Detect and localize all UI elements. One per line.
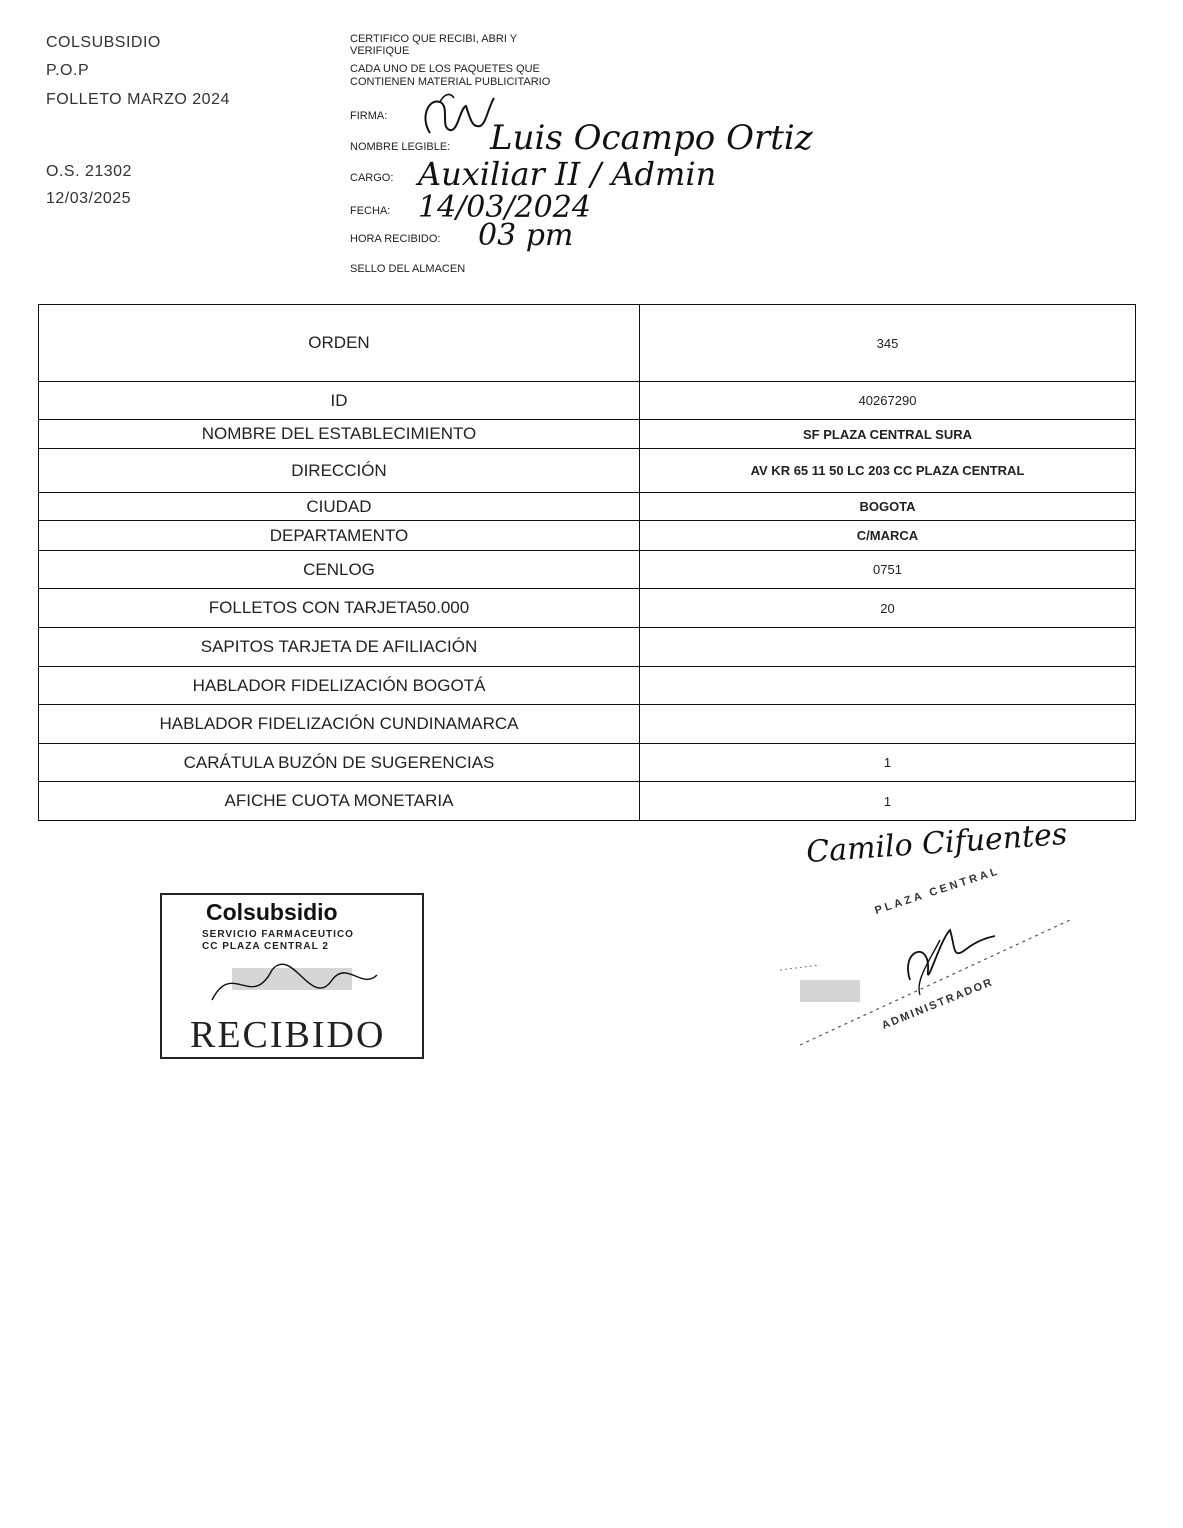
table-row (39, 521, 1136, 551)
row-value: 1 (640, 782, 1136, 821)
service-order: O.S. 21302 (46, 163, 132, 180)
handwritten-name: Camilo Cifuentes (805, 816, 1069, 871)
legible-name-value: Luis Ocampo Ortiz (490, 118, 813, 158)
row-label: CIUDAD (39, 493, 640, 521)
stamp-date-smudge (202, 950, 382, 1020)
stamp-brand-logo: Colsubsidio (206, 899, 338, 925)
table-row (39, 667, 1136, 705)
table-row (39, 449, 1136, 493)
order-table (38, 304, 1136, 821)
campaign-title: FOLLETO MARZO 2024 (46, 91, 230, 108)
document-date: 12/03/2025 (46, 190, 132, 207)
table-row (39, 382, 1136, 420)
position-value: Auxiliar II / Admin (418, 155, 717, 193)
time-label: HORA RECIBIDO: (350, 233, 441, 245)
cert-line-1: CERTIFICO QUE RECIBI, ABRI Y (350, 33, 518, 45)
row-value (640, 667, 1136, 705)
table-row (39, 589, 1136, 628)
row-value: 0751 (640, 551, 1136, 589)
row-value: 1 (640, 744, 1136, 782)
row-label: CENLOG (39, 551, 640, 589)
stamp-line-2: CC PLAZA CENTRAL 2 (202, 941, 329, 952)
date-label: FECHA: (350, 205, 391, 217)
table-row (39, 493, 1136, 521)
time-value: 03 pm (478, 218, 574, 253)
cert-line-2: VERIFIQUE (350, 45, 410, 57)
row-label: DIRECCIÓN (39, 449, 640, 493)
table-row (39, 782, 1136, 821)
row-value: BOGOTA (640, 493, 1136, 521)
row-label: SAPITOS TARJETA DE AFILIACIÓN (39, 628, 640, 667)
cert-line-4: CONTIENEN MATERIAL PUBLICITARIO (350, 76, 551, 88)
table-row (39, 420, 1136, 449)
row-value: SF PLAZA CENTRAL SURA (640, 420, 1136, 449)
row-label: HABLADOR FIDELIZACIÓN CUNDINAMARCA (39, 705, 640, 744)
right-stamp-marks (780, 900, 1080, 1060)
signature-scribble (410, 88, 500, 148)
row-label: ORDEN (39, 305, 640, 382)
signature-label: FIRMA: (350, 110, 388, 122)
warehouse-seal-label: SELLO DEL ALMACEN (350, 263, 466, 275)
table-row (39, 744, 1136, 782)
row-label: CARÁTULA BUZÓN DE SUGERENCIAS (39, 744, 640, 782)
row-label: FOLLETOS CON TARJETA50.000 (39, 589, 640, 628)
row-label: HABLADOR FIDELIZACIÓN BOGOTÁ (39, 667, 640, 705)
row-label: ID (39, 382, 640, 420)
date-value: 14/03/2024 (418, 190, 591, 225)
arc-text-bottom: ADMINISTRADOR (880, 976, 996, 1032)
received-stamp (160, 893, 424, 1059)
arc-text-top: PLAZA CENTRAL (873, 865, 1002, 917)
cert-line-3: CADA UNO DE LOS PAQUETES QUE (350, 63, 540, 75)
row-value (640, 705, 1136, 744)
row-label: AFICHE CUOTA MONETARIA (39, 782, 640, 821)
row-value: C/MARCA (640, 521, 1136, 551)
table-row (39, 305, 1136, 382)
pop-code: P.O.P (46, 62, 90, 79)
row-value: 20 (640, 589, 1136, 628)
stamp-received-text: RECIBIDO (190, 1014, 386, 1056)
stamp-line-1: SERVICIO FARMACEUTICO (202, 929, 354, 940)
row-value (640, 628, 1136, 667)
table-row (39, 628, 1136, 667)
row-value: 40267290 (640, 382, 1136, 420)
row-value: 345 (640, 305, 1136, 382)
row-label: NOMBRE DEL ESTABLECIMIENTO (39, 420, 640, 449)
table-row (39, 551, 1136, 589)
row-label: DEPARTAMENTO (39, 521, 640, 551)
row-value: AV KR 65 11 50 LC 203 CC PLAZA CENTRAL (640, 449, 1136, 493)
table-row (39, 705, 1136, 744)
legible-name-label: NOMBRE LEGIBLE: (350, 141, 451, 153)
company-name: COLSUBSIDIO (46, 34, 161, 51)
position-label: CARGO: (350, 172, 394, 184)
